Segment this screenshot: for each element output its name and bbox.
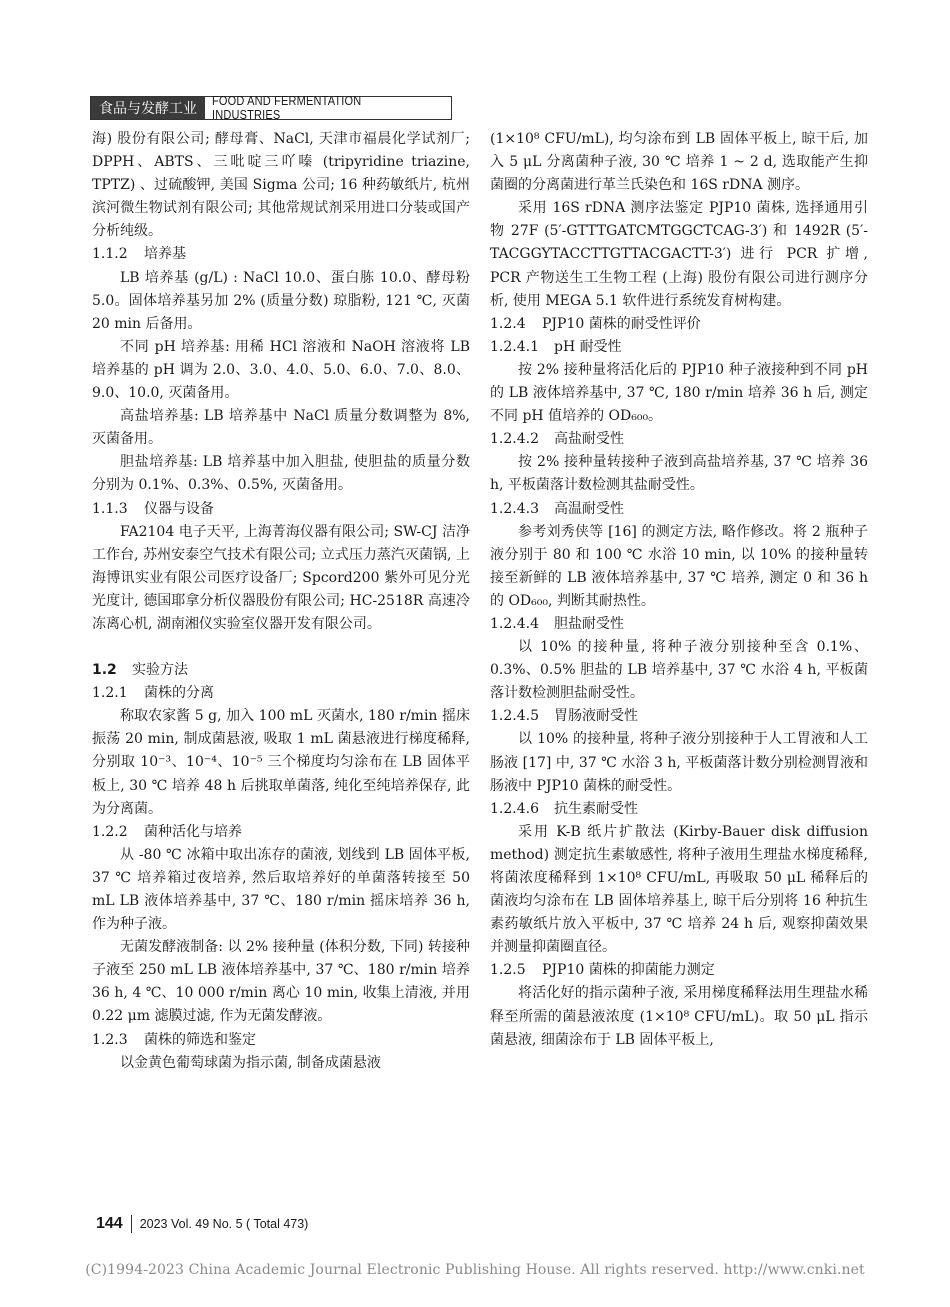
paragraph: 按 2% 接种量转接种子液到高盐培养基, 37 ℃ 培养 36 h, 平板菌落计数检测其盐耐受性。 <box>490 454 868 494</box>
section-number: 1.2.4 <box>490 315 526 332</box>
section-heading <box>490 313 868 336</box>
section-title: 胃肠液耐受性 <box>554 708 638 725</box>
section-title: PJP10 菌株的抑菌能力测定 <box>542 962 715 979</box>
section-title: 菌株的筛选和鉴定 <box>144 1031 256 1048</box>
section-number: 1.2.3 <box>92 1031 128 1048</box>
paragraph: 按 2% 接种量将活化后的 PJP10 种子液接种到不同 pH 的 LB 液体培养基中, 37 ℃, 180 r/min 培养 36 h 后, 测定不同 pH 值培养的 OD₆₀₀。 <box>490 361 868 425</box>
section-title: 菌种活化与培养 <box>144 823 242 840</box>
section-title: 高温耐受性 <box>554 500 624 517</box>
journal-name-en: FOOD AND FERMENTATION INDUSTRIES <box>212 94 362 122</box>
section-heading <box>92 1029 470 1052</box>
right-column <box>490 128 868 1052</box>
page-footer <box>96 1215 308 1233</box>
section-number: 1.2 <box>92 662 117 679</box>
section-heading <box>92 243 470 266</box>
paragraph: LB 培养基 (g/L) : NaCl 10.0、蛋白胨 10.0、酵母粉 5.0。固体培养基另加 2% (质量分数) 琼脂粉, 121 ℃, 灭菌 20 min 后备用。 <box>92 269 470 332</box>
section-number: 1.2.4.1 <box>490 338 539 355</box>
section-heading <box>490 798 868 821</box>
issue-info: 2023 Vol. 49 No. 5 ( Total 473) <box>139 1217 309 1231</box>
journal-name-cn: 食品与发酵工业 <box>91 97 205 119</box>
section-title: 培养基 <box>144 246 186 263</box>
section-heading <box>490 613 868 636</box>
section-title: 胆盐耐受性 <box>554 615 624 632</box>
copyright-line: (C)1994-2023 China Academic Journal Electronic Publishing House. All rights reserved. http://www.cnki.net <box>85 1262 865 1278</box>
paragraph: 以 10% 的接种量, 将种子液分别接种至含 0.1%、0.3%、0.5% 胆盐的 LB 培养基中, 37 ℃ 水浴 4 h, 平板菌落计数检测胆盐耐受性。 <box>490 639 868 702</box>
paragraph: 以 10% 的接种量, 将种子液分别接种于人工胃液和人工肠液 [17] 中, 37 ℃ 水浴 3 h, 平板菌落计数分别检测胃液和肠液中 PJP10 菌株的耐受性。 <box>490 731 868 794</box>
section-heading <box>490 428 868 451</box>
section-title: 抗生素耐受性 <box>554 800 638 817</box>
section-number: 1.1.2 <box>92 246 128 263</box>
section-number: 1.2.1 <box>92 685 128 702</box>
section-number: 1.2.4.5 <box>490 708 539 725</box>
section-title: 实验方法 <box>132 662 188 679</box>
section-number: 1.2.4.4 <box>490 615 539 632</box>
section-title: pH 耐受性 <box>554 338 622 355</box>
section-number: 1.2.4.3 <box>490 500 539 517</box>
paragraph: FA2104 电子天平, 上海菁海仪器有限公司; SW-CJ 洁净工作台, 苏州安泰空气技术有限公司; 立式压力蒸汽灭菌锅, 上海博讯实业有限公司医疗设备厂; Spcord200 紫外可见分光光度计, 德国耶拿分析仪器股份有限公司; HC-2518R 高速冷冻离心机, 湖南湘仪实验室仪器开发有限公司。 <box>92 523 470 632</box>
paragraph: 无菌发酵液制备: 以 2% 接种量 (体积分数, 下同) 转接种子液至 250 mL LB 液体培养基中, 37 ℃、180 r/min 培养 36 h, 4 ℃、10 000 r/min 离心 10 min, 收集上清液, 并用 0.22 μm 滤膜过滤, 作为无菌发酵液。 <box>92 939 470 1025</box>
section-number: 1.2.5 <box>490 962 526 979</box>
section-number: 1.2.2 <box>92 823 128 840</box>
paragraph: 采用 K-B 纸片扩散法 (Kirby-Bauer disk diffusion method) 测定抗生素敏感性, 将种子液用生理盐水梯度稀释, 将菌浓度稀释到 1×10⁸ CFU/mL, 再吸取 50 μL 稀释后的菌液均匀涂布在 LB 固体培养基上, 晾干后分别将 16 种抗生素药敏纸片放入平板中, 37 ℃ 培养 24 h 后, 观察抑菌效果并测量抑菌圈直径。 <box>490 823 868 956</box>
section-heading <box>92 682 470 705</box>
left-column <box>92 128 470 1075</box>
section-heading <box>490 498 868 521</box>
paragraph: 不同 pH 培养基: 用稀 HCl 溶液和 NaOH 溶液将 LB 培养基的 pH 调为 2.0、3.0、4.0、5.0、6.0、7.0、8.0、9.0、10.0, 灭菌备用。 <box>92 338 470 402</box>
paragraph: 从 -80 ℃ 冰箱中取出冻存的菌液, 划线到 LB 固体平板, 37 ℃ 培养箱过夜培养, 然后取培养好的单菌落转接至 50 mL LB 液体培养基中, 37 ℃、180 r/min 摇床培养 36 h, 作为种子液。 <box>92 846 470 933</box>
paragraph: 将活化好的指示菌种子液, 采用梯度稀释法用生理盐水稀释至所需的菌悬液浓度 (1×10⁸ CFU/mL)。取 50 μL 指示菌悬液, 细菌涂布于 LB 固体平板上, <box>490 985 868 1048</box>
paragraph: 高盐培养基: LB 培养基中 NaCl 质量分数调整为 8%, 灭菌备用。 <box>92 408 470 448</box>
section-title: 菌株的分离 <box>144 685 214 702</box>
section-heading <box>490 336 868 359</box>
section-heading <box>490 959 868 982</box>
paragraph: 海) 股份有限公司; 酵母膏、NaCl, 天津市福晨化学试剂厂; DPPH、ABTS、三吡啶三吖嗪 (tripyridine triazine, TPTZ) 、过硫酸钾, 美国 Sigma 公司; 16 种药敏纸片, 杭州滨河微生物试剂有限公司; 其他常规试剂采用进口分装或国产分析纯级。 <box>92 131 470 240</box>
section-number: 1.2.4.2 <box>490 431 539 448</box>
section-number: 1.2.4.6 <box>490 800 539 817</box>
section-title: PJP10 菌株的耐受性评价 <box>542 315 701 332</box>
section-title: 高盐耐受性 <box>554 431 624 448</box>
paragraph: 参考刘秀侠等 [16] 的测定方法, 略作修改。将 2 瓶种子液分别于 80 和 100 ℃ 水浴 10 min, 以 10% 的接种量转接至新鲜的 LB 液体培养基中, 37 ℃ 培养, 测定 0 和 36 h 的 OD₆₀₀, 判断其耐热性。 <box>490 523 868 609</box>
paragraph: 采用 16S rDNA 测序法鉴定 PJP10 菌株, 选择通用引物 27F (5′-GTTTGATCMTGGCTCAG-3′) 和 1492R (5′-TACGGYTACCTTGTTACGACTT-3′) 进行 PCR 扩增, PCR 产物送生工生物工程 (上海) 股份有限公司进行测序分析, 使用 MEGA 5.1 软件进行系统发育树构建。 <box>490 200 868 309</box>
section-title: 仪器与设备 <box>144 500 214 517</box>
section-heading <box>92 498 470 521</box>
paragraph: 称取农家酱 5 g, 加入 100 mL 灭菌水, 180 r/min 摇床振荡 20 min, 制成菌悬液, 吸取 1 mL 菌悬液进行梯度稀释, 分别取 10⁻³、10⁻⁴、10⁻⁵ 三个梯度均匀涂布在 LB 固体平板上, 30 ℃ 培养 48 h 后挑取单菌落, 纯化至纯培养保存, 此为分离菌。 <box>92 708 470 817</box>
section-heading <box>92 659 470 682</box>
paragraph: 胆盐培养基: LB 培养基中加入胆盐, 使胆盐的质量分数分别为 0.1%、0.3%、0.5%, 灭菌备用。 <box>92 454 470 494</box>
paragraph: (1×10⁸ CFU/mL), 均匀涂布到 LB 固体平板上, 晾干后, 加入 5 μL 分离菌种子液, 30 ℃ 培养 1 ~ 2 d, 选取能产生抑菌圈的分离菌进行革兰氏染色和 16S rDNA 测序。 <box>490 131 868 194</box>
section-number: 1.1.3 <box>92 500 128 517</box>
paragraph: 以金黄色葡萄球菌为指示菌, 制备成菌悬液 <box>120 1054 381 1071</box>
running-header <box>90 96 452 120</box>
page-number: 144 <box>96 1215 132 1233</box>
section-heading <box>490 705 868 728</box>
section-heading <box>92 821 470 844</box>
